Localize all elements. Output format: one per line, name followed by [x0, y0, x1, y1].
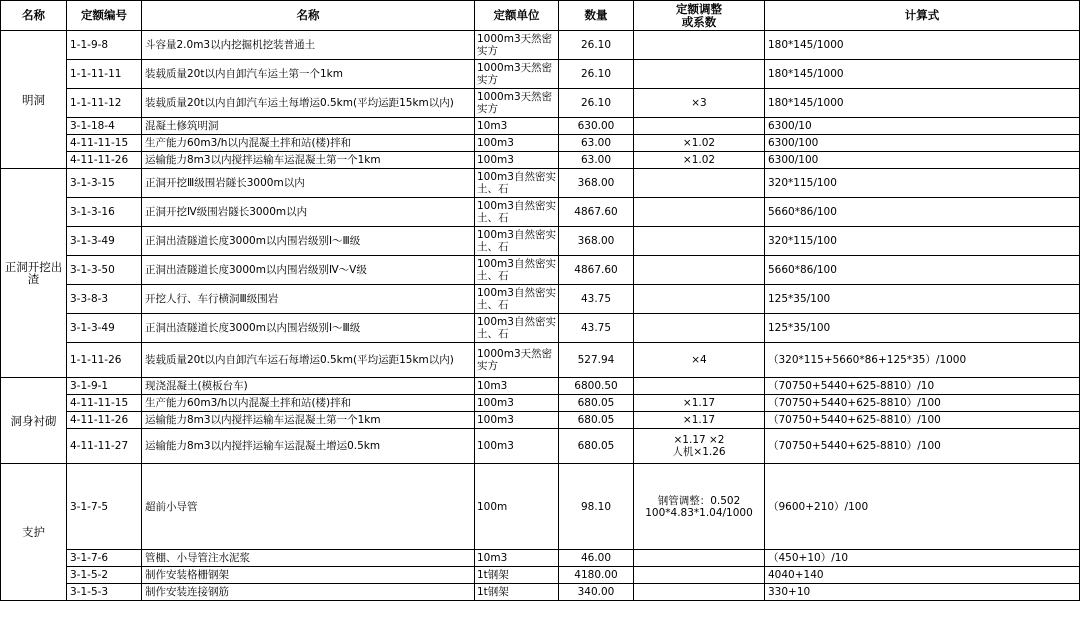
code-cell: 1-1-11-11	[67, 60, 142, 89]
adjustment-cell	[634, 285, 765, 314]
category-cell: 支护	[1, 464, 67, 601]
adjustment-cell	[634, 378, 765, 395]
header-row	[1, 1, 1080, 31]
name-cell: 现浇混凝土(模板台车)	[142, 378, 475, 395]
table-row	[1, 31, 1080, 60]
code-cell: 3-1-7-5	[67, 464, 142, 550]
name-cell: 正洞出渣隧道长度3000m以内围岩级别Ⅳ～Ⅴ级	[142, 256, 475, 285]
table-row	[1, 550, 1080, 567]
category-cell: 正洞开挖出渣	[1, 169, 67, 378]
code-cell: 1-1-11-26	[67, 343, 142, 378]
name-cell: 正洞开挖Ⅳ级围岩隧长3000m以内	[142, 198, 475, 227]
quantity-cell: 26.10	[559, 31, 634, 60]
unit-cell: 100m3	[475, 429, 559, 464]
code-cell: 4-11-11-15	[67, 135, 142, 152]
code-cell: 3-1-3-49	[67, 314, 142, 343]
adjustment-cell: ×1.17 ×2 人机×1.26	[634, 429, 765, 464]
table-row	[1, 567, 1080, 584]
adjustment-cell	[634, 584, 765, 601]
quantity-cell: 43.75	[559, 285, 634, 314]
unit-cell: 100m3自然密实土、石	[475, 256, 559, 285]
table-row	[1, 60, 1080, 89]
formula-cell: 180*145/1000	[765, 89, 1080, 118]
quantity-cell: 368.00	[559, 227, 634, 256]
formula-cell: （9600+210）/100	[765, 464, 1080, 550]
unit-cell: 1t钢架	[475, 567, 559, 584]
unit-cell: 100m3自然密实土、石	[475, 314, 559, 343]
code-cell: 3-1-7-6	[67, 550, 142, 567]
name-cell: 正洞开挖Ⅲ级围岩隧长3000m以内	[142, 169, 475, 198]
name-cell: 超前小导管	[142, 464, 475, 550]
formula-cell: 125*35/100	[765, 314, 1080, 343]
code-cell: 3-1-3-49	[67, 227, 142, 256]
code-cell: 4-11-11-27	[67, 429, 142, 464]
formula-cell: 5660*86/100	[765, 256, 1080, 285]
unit-cell: 100m3自然密实土、石	[475, 285, 559, 314]
unit-cell: 1000m3天然密实方	[475, 31, 559, 60]
table-row	[1, 198, 1080, 227]
unit-cell: 10m3	[475, 118, 559, 135]
adjustment-cell	[634, 567, 765, 584]
name-cell: 正洞出渣隧道长度3000m以内围岩级别Ⅰ～Ⅲ级	[142, 227, 475, 256]
formula-cell: 180*145/1000	[765, 31, 1080, 60]
table-row	[1, 227, 1080, 256]
formula-cell: （70750+5440+625-8810）/100	[765, 395, 1080, 412]
adjustment-cell	[634, 227, 765, 256]
code-cell: 4-11-11-26	[67, 152, 142, 169]
code-cell: 3-1-3-16	[67, 198, 142, 227]
code-cell: 3-1-5-2	[67, 567, 142, 584]
quantity-cell: 63.00	[559, 135, 634, 152]
quantity-cell: 4180.00	[559, 567, 634, 584]
adjustment-cell	[634, 118, 765, 135]
table-row	[1, 256, 1080, 285]
unit-cell: 10m3	[475, 378, 559, 395]
quantity-cell: 680.05	[559, 412, 634, 429]
quantity-cell: 368.00	[559, 169, 634, 198]
quantity-cell: 26.10	[559, 89, 634, 118]
formula-cell: 6300/100	[765, 135, 1080, 152]
code-cell: 4-11-11-26	[67, 412, 142, 429]
name-cell: 混凝土修筑明洞	[142, 118, 475, 135]
table-row	[1, 135, 1080, 152]
adjustment-cell	[634, 550, 765, 567]
formula-cell: 125*35/100	[765, 285, 1080, 314]
name-cell: 运输能力8m3以内搅拌运输车运混凝土第一个1km	[142, 152, 475, 169]
name-cell: 正洞出渣隧道长度3000m以内围岩级别Ⅰ～Ⅲ级	[142, 314, 475, 343]
quantity-cell: 43.75	[559, 314, 634, 343]
table-row	[1, 429, 1080, 464]
adjustment-cell: ×1.02	[634, 135, 765, 152]
table-row	[1, 378, 1080, 395]
quantity-cell: 680.05	[559, 429, 634, 464]
category-cell: 明洞	[1, 31, 67, 169]
formula-cell: （320*115+5660*86+125*35）/1000	[765, 343, 1080, 378]
adjustment-cell: 钢管调整：0.502 100*4.83*1.04/1000	[634, 464, 765, 550]
formula-cell: 330+10	[765, 584, 1080, 601]
quantity-cell: 4867.60	[559, 256, 634, 285]
code-cell: 4-11-11-15	[67, 395, 142, 412]
formula-cell: 6300/10	[765, 118, 1080, 135]
formula-cell: （70750+5440+625-8810）/10	[765, 378, 1080, 395]
table-row	[1, 89, 1080, 118]
unit-cell: 100m3	[475, 395, 559, 412]
unit-cell: 100m3	[475, 152, 559, 169]
name-cell: 装载质量20t以内自卸汽车运石每增运0.5km(平均运距15km以内)	[142, 343, 475, 378]
unit-cell: 100m3自然密实土、石	[475, 198, 559, 227]
code-cell: 3-1-3-50	[67, 256, 142, 285]
name-cell: 管棚、小导管注水泥浆	[142, 550, 475, 567]
header-quantity: 数量	[559, 1, 634, 31]
adjustment-cell: ×4	[634, 343, 765, 378]
formula-cell: 5660*86/100	[765, 198, 1080, 227]
table-row	[1, 152, 1080, 169]
header-adjustment-line1: 定额调整	[676, 1, 722, 16]
header-name: 名称	[142, 1, 475, 31]
code-cell: 3-1-3-15	[67, 169, 142, 198]
unit-cell: 1000m3天然密实方	[475, 89, 559, 118]
unit-cell: 100m3	[475, 412, 559, 429]
header-category: 名称	[1, 1, 67, 31]
formula-cell: 6300/100	[765, 152, 1080, 169]
name-cell: 生产能力60m3/h以内混凝土拌和站(楼)拌和	[142, 395, 475, 412]
name-cell: 开挖人行、车行横洞Ⅲ级围岩	[142, 285, 475, 314]
table-row	[1, 314, 1080, 343]
adjustment-cell: ×1.17	[634, 412, 765, 429]
header-code: 定额编号	[67, 1, 142, 31]
formula-cell: （70750+5440+625-8810）/100	[765, 412, 1080, 429]
name-cell: 装载质量20t以内自卸汽车运土第一个1km	[142, 60, 475, 89]
table-row	[1, 169, 1080, 198]
adjustment-cell	[634, 169, 765, 198]
table-row	[1, 118, 1080, 135]
quantity-cell: 98.10	[559, 464, 634, 550]
code-cell: 1-1-9-8	[67, 31, 142, 60]
header-formula: 计算式	[765, 1, 1080, 31]
adjustment-cell	[634, 60, 765, 89]
name-cell: 生产能力60m3/h以内混凝土拌和站(楼)拌和	[142, 135, 475, 152]
formula-cell: （450+10）/10	[765, 550, 1080, 567]
header-unit: 定额单位	[475, 1, 559, 31]
quantity-cell: 680.05	[559, 395, 634, 412]
unit-cell: 100m3自然密实土、石	[475, 227, 559, 256]
name-cell: 装载质量20t以内自卸汽车运土每增运0.5km(平均运距15km以内)	[142, 89, 475, 118]
quantity-cell: 6800.50	[559, 378, 634, 395]
table-body	[1, 31, 1080, 601]
code-cell: 3-1-18-4	[67, 118, 142, 135]
table-row	[1, 343, 1080, 378]
quantity-cell: 630.00	[559, 118, 634, 135]
unit-cell: 100m3自然密实土、石	[475, 169, 559, 198]
unit-cell: 10m3	[475, 550, 559, 567]
unit-cell: 1000m3天然密实方	[475, 343, 559, 378]
table-row	[1, 412, 1080, 429]
header-adjustment	[634, 1, 765, 31]
quantity-cell: 63.00	[559, 152, 634, 169]
name-cell: 运输能力8m3以内搅拌运输车运混凝土增运0.5km	[142, 429, 475, 464]
adjustment-cell: ×3	[634, 89, 765, 118]
table-row	[1, 285, 1080, 314]
quantity-cell: 527.94	[559, 343, 634, 378]
code-cell: 3-1-5-3	[67, 584, 142, 601]
unit-cell: 1000m3天然密实方	[475, 60, 559, 89]
code-cell: 1-1-11-12	[67, 89, 142, 118]
adjustment-cell	[634, 314, 765, 343]
name-cell: 运输能力8m3以内搅拌运输车运混凝土第一个1km	[142, 412, 475, 429]
adjustment-cell	[634, 256, 765, 285]
formula-cell: 320*115/100	[765, 227, 1080, 256]
adjustment-cell	[634, 198, 765, 227]
formula-cell: 320*115/100	[765, 169, 1080, 198]
header-adjustment-line2: 或系数	[681, 14, 717, 29]
formula-cell: 4040+140	[765, 567, 1080, 584]
adjustment-cell	[634, 31, 765, 60]
category-cell: 洞身衬砌	[1, 378, 67, 464]
adjustment-cell: ×1.02	[634, 152, 765, 169]
quantity-cell: 4867.60	[559, 198, 634, 227]
unit-cell: 100m	[475, 464, 559, 550]
name-cell: 制作安装格栅钢架	[142, 567, 475, 584]
unit-cell: 100m3	[475, 135, 559, 152]
formula-cell: 180*145/1000	[765, 60, 1080, 89]
table-row	[1, 395, 1080, 412]
table-row	[1, 584, 1080, 601]
adjustment-cell: ×1.17	[634, 395, 765, 412]
code-cell: 3-3-8-3	[67, 285, 142, 314]
quantity-cell: 340.00	[559, 584, 634, 601]
table-row	[1, 464, 1080, 550]
quantity-cell: 26.10	[559, 60, 634, 89]
quantity-cell: 46.00	[559, 550, 634, 567]
name-cell: 斗容量2.0m3以内挖掘机挖装普通土	[142, 31, 475, 60]
unit-cell: 1t钢架	[475, 584, 559, 601]
name-cell: 制作安装连接钢筋	[142, 584, 475, 601]
code-cell: 3-1-9-1	[67, 378, 142, 395]
formula-cell: （70750+5440+625-8810）/100	[765, 429, 1080, 464]
